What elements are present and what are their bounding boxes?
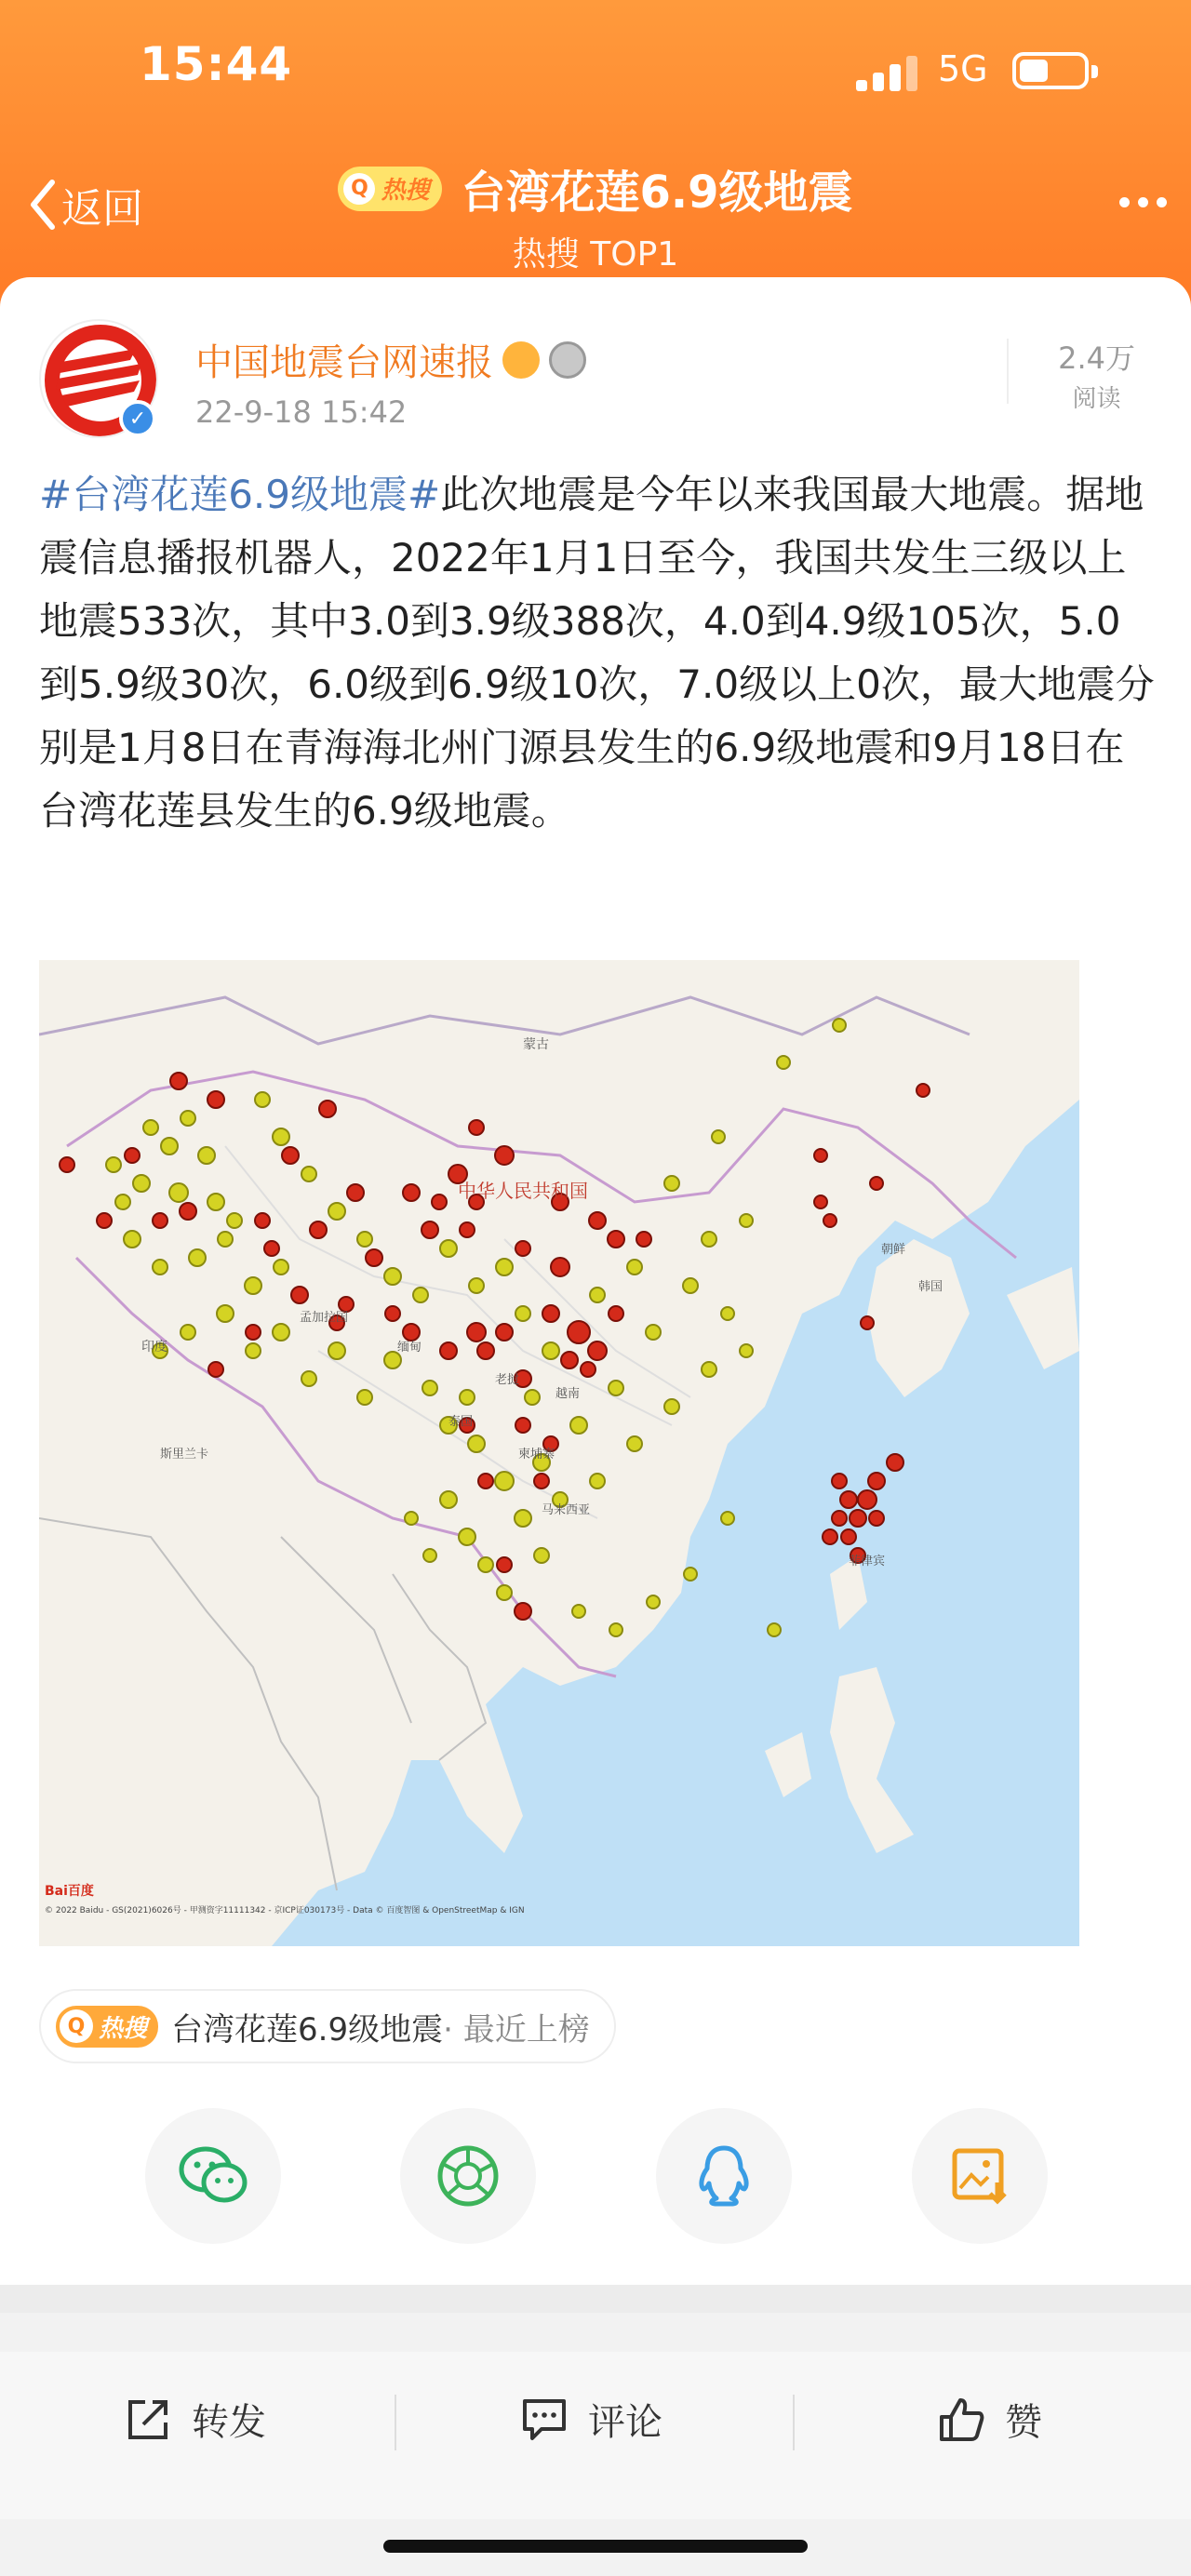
map-label-philippines: 菲律宾 — [849, 1555, 886, 1568]
verified-icon: ✓ — [119, 400, 156, 437]
search-icon: Q — [343, 173, 375, 205]
post-body — [39, 463, 1156, 843]
like-button[interactable] — [938, 2393, 1042, 2446]
earthquake-map — [39, 960, 1079, 1946]
map-label-vietnam: 越南 — [555, 1387, 581, 1401]
divider — [395, 2395, 396, 2450]
hot-search-badge — [56, 2006, 158, 2048]
back-label: 返回 — [61, 185, 143, 233]
map-label-sri-lanka: 斯里兰卡 — [160, 1448, 209, 1462]
page-subtitle: 热搜 TOP1 — [512, 235, 679, 274]
repost-icon — [125, 2396, 171, 2443]
map-copyright: © 2022 Baidu - GS(2021)6026号 - 甲测资字11111342 - 京ICP证030173号 - Data © 百度智图 & OpenStreetMap & IGN — [45, 1906, 525, 1915]
divider — [1007, 339, 1009, 404]
post-time: 22-9-18 15:42 — [195, 394, 408, 430]
comment-button[interactable] — [521, 2393, 662, 2446]
home-indicator[interactable] — [383, 2540, 808, 2553]
map-label-myanmar: 缅甸 — [397, 1341, 422, 1355]
like-label: 赞 — [1005, 2401, 1042, 2444]
search-icon: Q — [60, 2009, 93, 2043]
post-card — [0, 277, 1191, 2285]
network-type: 5G — [938, 48, 988, 89]
moments-icon[interactable] — [400, 2108, 536, 2244]
wechat-icon[interactable] — [145, 2108, 281, 2244]
map-label-laos: 老挝 — [495, 1373, 520, 1387]
author-row — [195, 333, 586, 386]
share-row — [0, 2108, 1191, 2248]
map-label-south-korea: 韩国 — [918, 1280, 943, 1294]
hashtag-link[interactable]: #台湾花莲6.9级地震# — [39, 472, 441, 517]
map-label-china: 中华人民共和国 — [458, 1180, 588, 1202]
hot-link-badge-text: 热搜 — [99, 2014, 148, 2043]
map-label-bangladesh: 孟加拉国 — [300, 1311, 349, 1325]
status-bar — [0, 0, 1191, 140]
read-count — [1058, 335, 1135, 414]
hot-search-badge — [338, 167, 442, 211]
map-label-mongolia: 蒙古 — [523, 1037, 549, 1052]
more-options-icon[interactable] — [1119, 197, 1167, 207]
hot-link-title: 台湾花莲6.9级地震 — [171, 2010, 444, 2049]
silver-medal-icon — [549, 341, 586, 379]
gold-badge-icon — [502, 341, 540, 379]
hot-link-suffix: · 最近上榜 — [443, 2010, 590, 2049]
map-label-cambodia: 柬埔寨 — [518, 1448, 555, 1462]
thumbs-up-icon — [938, 2396, 984, 2443]
battery-icon — [1012, 52, 1089, 89]
hot-badge-text: 热搜 — [381, 177, 430, 205]
comment-icon — [521, 2397, 568, 2442]
comment-label: 评论 — [588, 2401, 662, 2444]
page-title: 台湾花莲6.9级地震 — [461, 167, 853, 219]
map-label-india: 印度 — [141, 1340, 167, 1355]
map-label-malaysia: 马来西亚 — [542, 1503, 591, 1517]
qq-icon[interactable] — [656, 2108, 792, 2244]
repost-label: 转发 — [192, 2401, 266, 2444]
signal-icon — [856, 54, 921, 91]
post-text: 此次地震是今年以来我国最大地震。据地震信息播报机器人，2022年1月1日至今，我国共发生三级以上地震533次，其中3.0到3.9级388次，4.0到4.9级105次，5.0到5.9级30次，6.0级到6.9级10次，7.0级以上0次，最大地震分别是1月8日在青海海北州门源县发生的6.9级地震和9月18日在台湾花莲县发生的6.9级地震。 — [39, 472, 1155, 834]
nav-bar — [0, 149, 1191, 274]
nav-title-row — [0, 156, 1191, 220]
divider — [793, 2395, 795, 2450]
author-name[interactable]: 中国地震台网速报 — [195, 341, 493, 384]
action-bar — [0, 2352, 1191, 2519]
post-image-map[interactable] — [39, 960, 1079, 1946]
map-label-north-korea: 朝鲜 — [881, 1243, 906, 1257]
baidu-logo: Bai百度 — [45, 1884, 94, 1899]
read-count-value: 2.4万 — [1058, 340, 1135, 376]
status-time: 15:44 — [140, 37, 293, 91]
nav-center — [0, 156, 1191, 275]
section-gap — [0, 2285, 1191, 2313]
save-image-icon[interactable] — [912, 2108, 1048, 2244]
read-count-label: 阅读 — [1072, 385, 1121, 413]
repost-button[interactable] — [125, 2393, 266, 2446]
map-label-thailand: 泰国 — [448, 1415, 474, 1429]
hot-search-link[interactable] — [39, 1989, 616, 2063]
